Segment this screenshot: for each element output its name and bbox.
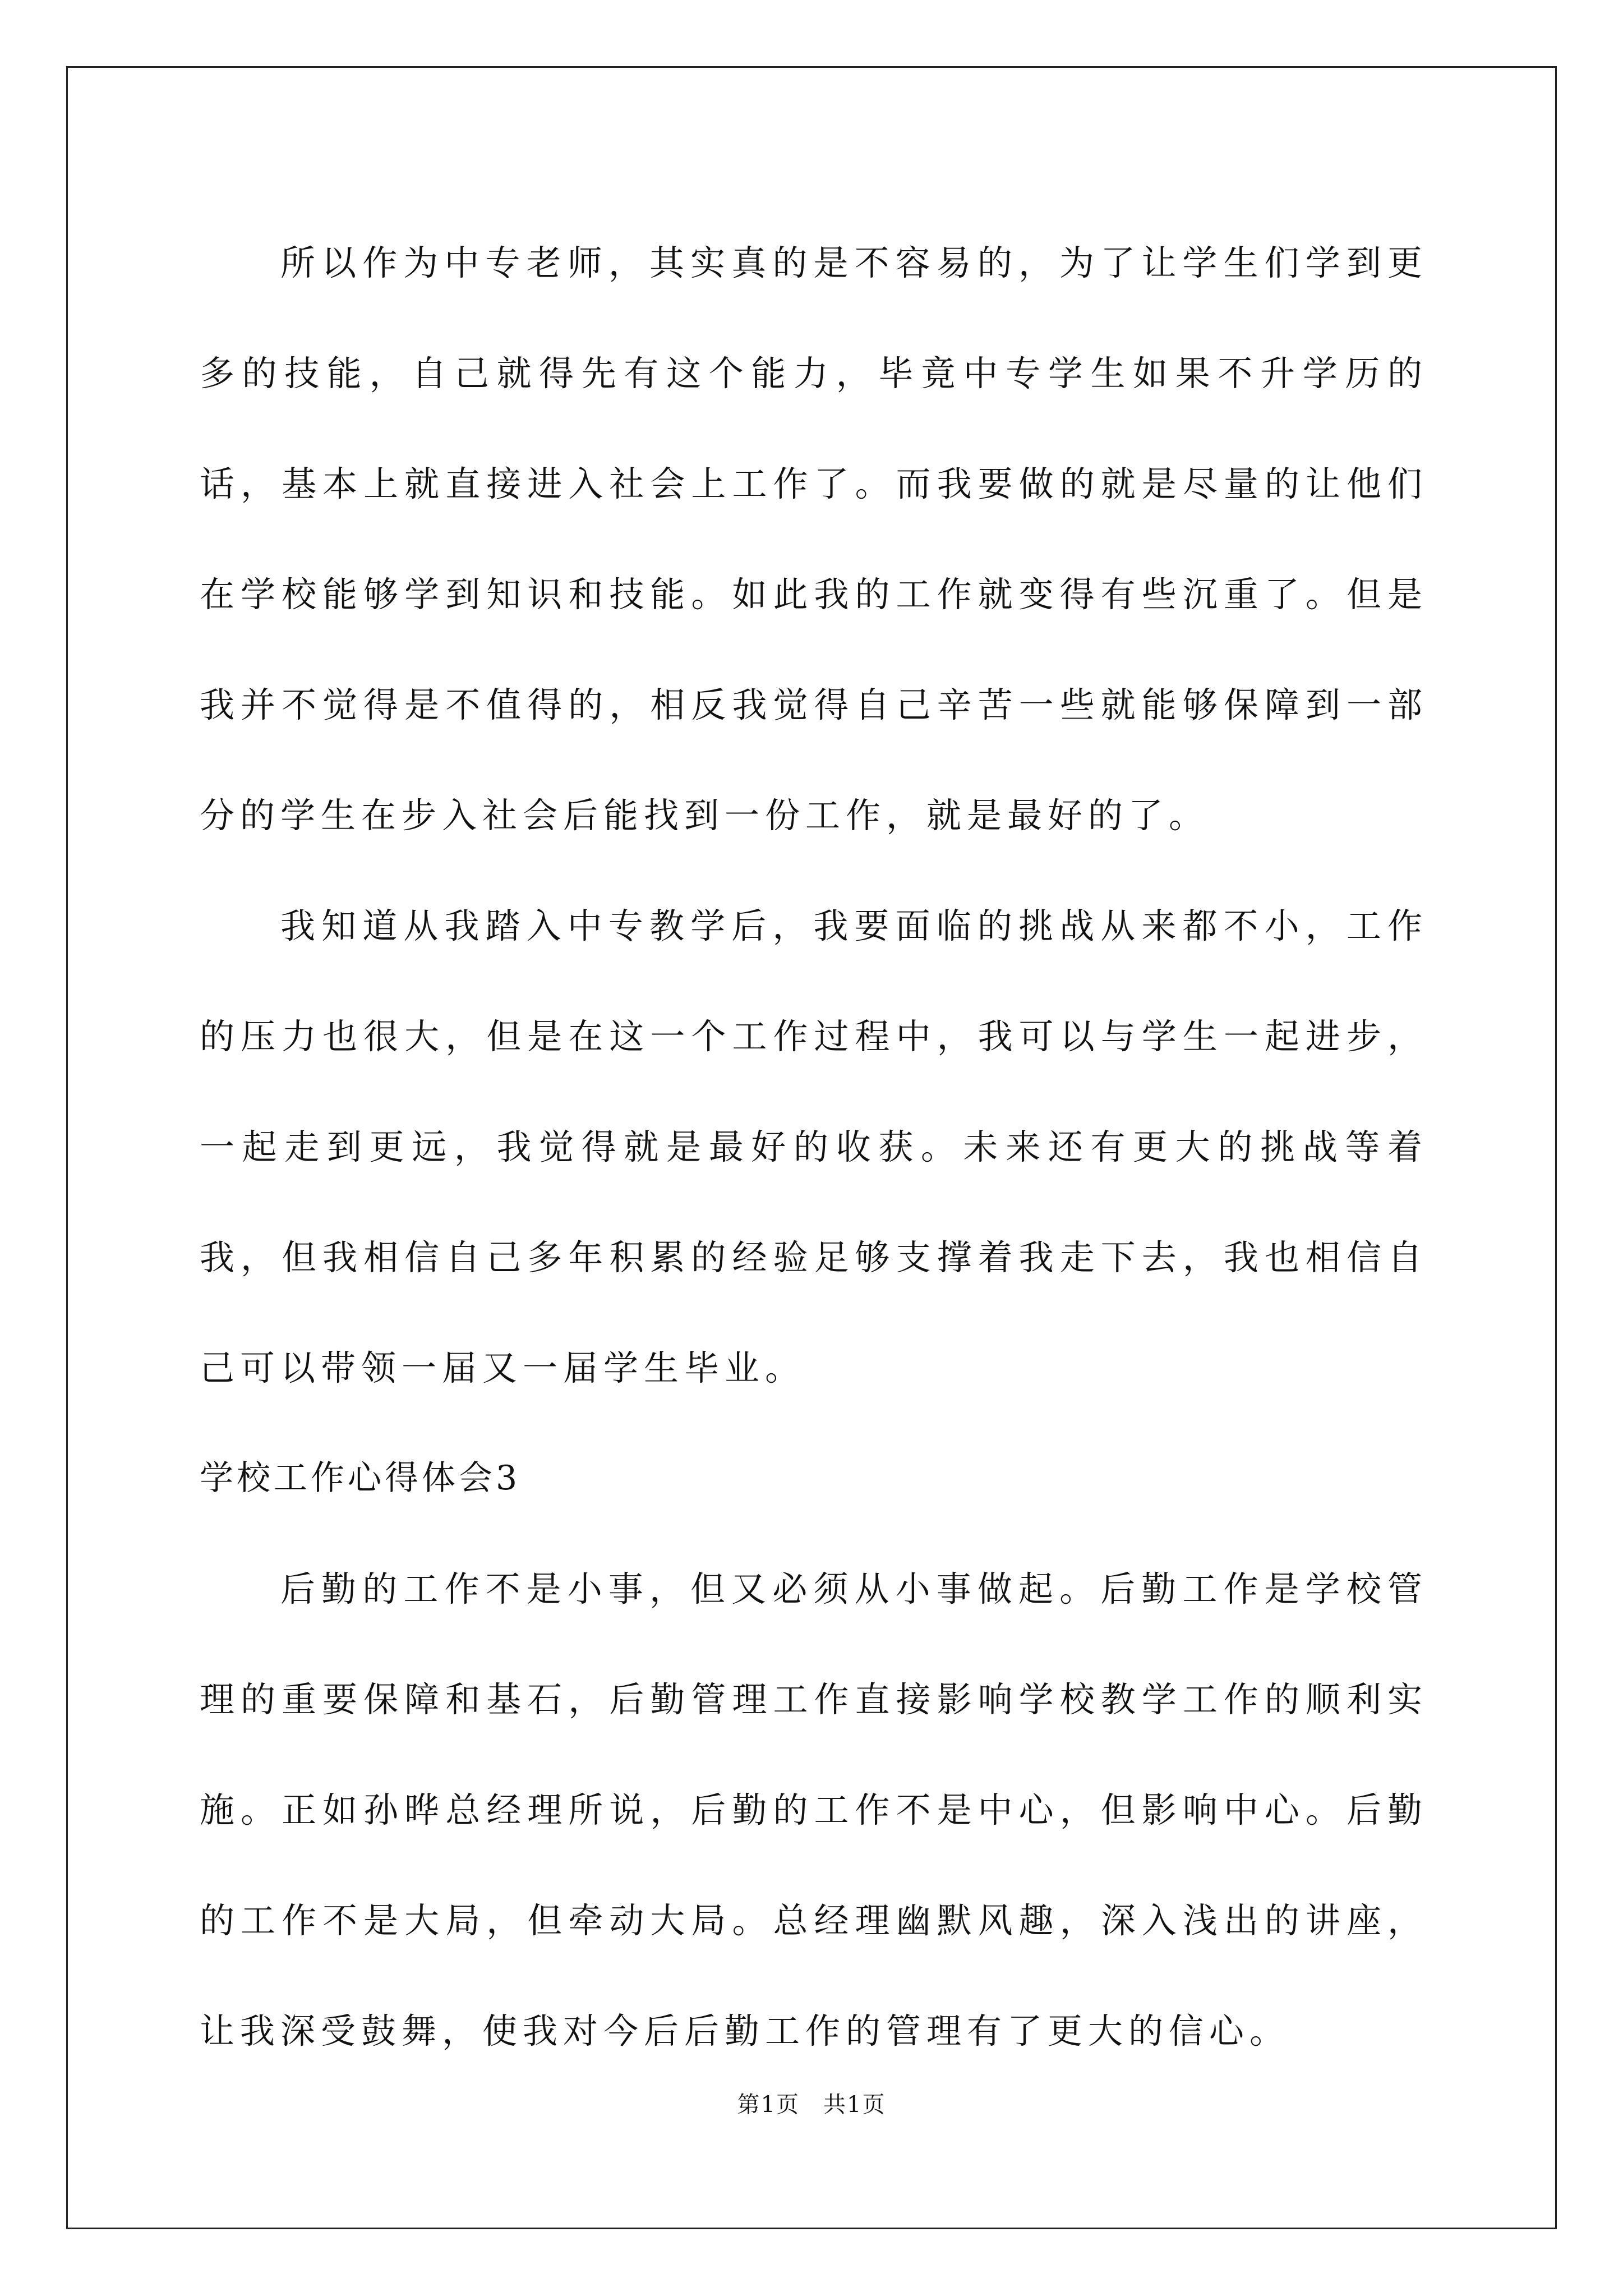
paragraph-teacher-skills: 所以作为中专老师，其实真的是不容易的，为了让学生们学到更多的技能，自己就得先有这个能力，毕竟中专学生如果不升学历的话，基本上就直接进入社会上工作了。而我要做的就是尽量的让他们在学校能够学到知识和技能。如此我的工作就变得有些沉重了。但是我并不觉得是不值得的，相反我觉得自己辛苦一些就能够保障到一部分的学生在步入社会后能找到一份工作，就是最好的了。	[200, 242, 1428, 836]
page-footer: 第1页 共1页	[737, 2092, 886, 2118]
section-heading: 学校工作心得体会3	[200, 1458, 521, 1498]
document-body	[200, 208, 1428, 2086]
paragraph-logistics: 后勤的工作不是小事，但又必须从小事做起。后勤工作是学校管理的重要保障和基石，后勤管理工作直接影响学校教学工作的顺利实施。正如孙晔总经理所说，后勤的工作不是中心，但影响中心。后勤的工作不是大局，但牵动大局。总经理幽默风趣，深入浅出的讲座，让我深受鼓舞，使我对今后后勤工作的管理有了更大的信心。	[200, 1568, 1428, 2051]
paragraph-challenges: 我知道从我踏入中专教学后，我要面临的挑战从来都不小，工作的压力也很大，但是在这一个工作过程中，我可以与学生一起进步，一起走到更远，我觉得就是最好的收获。未来还有更大的挑战等着我，但我相信自己多年积累的经验足够支撑着我走下去，我也相信自己可以带领一届又一届学生毕业。	[200, 905, 1428, 1388]
